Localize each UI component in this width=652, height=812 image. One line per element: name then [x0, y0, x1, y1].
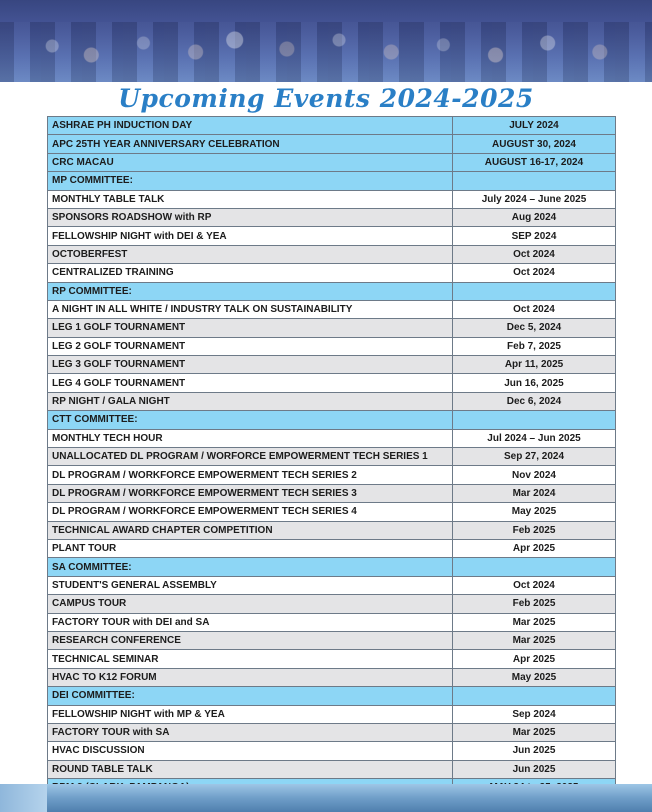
event-row [48, 539, 616, 557]
event-date [453, 558, 616, 576]
event-date: Nov 2024 [453, 466, 616, 484]
event-name: TECHNICAL AWARD CHAPTER COMPETITION [48, 521, 453, 539]
event-row [48, 723, 616, 741]
event-row [48, 208, 616, 226]
event-date: Mar 2024 [453, 484, 616, 502]
event-name: RESEARCH CONFERENCE [48, 631, 453, 649]
event-date: May 2025 [453, 503, 616, 521]
event-name: CENTRALIZED TRAINING [48, 264, 453, 282]
event-row [48, 466, 616, 484]
event-name: FELLOWSHIP NIGHT with DEI & YEA [48, 227, 453, 245]
event-name: PLANT TOUR [48, 539, 453, 557]
event-row [48, 245, 616, 263]
event-date: JULY 2024 [453, 117, 616, 135]
event-date: Jun 16, 2025 [453, 374, 616, 392]
event-date: Apr 11, 2025 [453, 356, 616, 374]
committee-label: DEI COMMITTEE: [48, 687, 453, 705]
event-date [453, 172, 616, 190]
event-name: UNALLOCATED DL PROGRAM / WORFORCE EMPOWERMENT TECH SERIES 1 [48, 448, 453, 466]
event-date: July 2024 – June 2025 [453, 190, 616, 208]
event-date: Feb 7, 2025 [453, 337, 616, 355]
event-row [48, 631, 616, 649]
event-row [48, 521, 616, 539]
event-row [48, 668, 616, 686]
event-name: FACTORY TOUR with SA [48, 723, 453, 741]
section-header-row [48, 687, 616, 705]
event-date: Apr 2025 [453, 539, 616, 557]
event-name: MONTHLY TECH HOUR [48, 429, 453, 447]
event-date [453, 687, 616, 705]
event-name: ASHRAE PH INDUCTION DAY [48, 117, 453, 135]
event-name: HVAC DISCUSSION [48, 742, 453, 760]
event-name: SPONSORS ROADSHOW with RP [48, 208, 453, 226]
event-row [48, 300, 616, 318]
event-row [48, 319, 616, 337]
event-row [48, 135, 616, 153]
committee-label: SA COMMITTEE: [48, 558, 453, 576]
event-row [48, 429, 616, 447]
committee-label: RP COMMITTEE: [48, 282, 453, 300]
event-row [48, 264, 616, 282]
event-row [48, 374, 616, 392]
event-date [453, 411, 616, 429]
event-date: Oct 2024 [453, 264, 616, 282]
event-date: Jun 2025 [453, 760, 616, 778]
event-date: Sep 2024 [453, 705, 616, 723]
event-name: HVAC TO K12 FORUM [48, 668, 453, 686]
event-date: Mar 2025 [453, 631, 616, 649]
event-name: STUDENT'S GENERAL ASSEMBLY [48, 576, 453, 594]
footer-photo-strip [0, 784, 652, 812]
event-date: Oct 2024 [453, 245, 616, 263]
event-row [48, 705, 616, 723]
event-name: CRC MACAU [48, 153, 453, 171]
event-row [48, 613, 616, 631]
committee-label: CTT COMMITTEE: [48, 411, 453, 429]
page-title: Upcoming Events 2024-2025 [118, 84, 534, 113]
event-row [48, 760, 616, 778]
event-row [48, 576, 616, 594]
event-name: APC 25TH YEAR ANNIVERSARY CELEBRATION [48, 135, 453, 153]
event-name: MONTHLY TABLE TALK [48, 190, 453, 208]
event-name: DL PROGRAM / WORKFORCE EMPOWERMENT TECH SERIES 4 [48, 503, 453, 521]
event-name: LEG 4 GOLF TOURNAMENT [48, 374, 453, 392]
event-row [48, 595, 616, 613]
event-date: AUGUST 16-17, 2024 [453, 153, 616, 171]
event-row [48, 190, 616, 208]
section-header-row [48, 558, 616, 576]
event-name: LEG 3 GOLF TOURNAMENT [48, 356, 453, 374]
event-date: Feb 2025 [453, 595, 616, 613]
event-row [48, 742, 616, 760]
event-name: CAMPUS TOUR [48, 595, 453, 613]
event-date: AUGUST 30, 2024 [453, 135, 616, 153]
event-row [48, 117, 616, 135]
event-name: DL PROGRAM / WORKFORCE EMPOWERMENT TECH SERIES 2 [48, 466, 453, 484]
event-name: A NIGHT IN ALL WHITE / INDUSTRY TALK ON SUSTAINABILITY [48, 300, 453, 318]
event-name: LEG 2 GOLF TOURNAMENT [48, 337, 453, 355]
section-header-row [48, 282, 616, 300]
event-row [48, 153, 616, 171]
event-date: Mar 2025 [453, 613, 616, 631]
event-row [48, 448, 616, 466]
event-date: Mar 2025 [453, 723, 616, 741]
event-date: SEP 2024 [453, 227, 616, 245]
section-header-row [48, 411, 616, 429]
event-date: Feb 2025 [453, 521, 616, 539]
event-name: LEG 1 GOLF TOURNAMENT [48, 319, 453, 337]
event-name: DL PROGRAM / WORKFORCE EMPOWERMENT TECH SERIES 3 [48, 484, 453, 502]
event-date [453, 282, 616, 300]
event-name: FACTORY TOUR with DEI and SA [48, 613, 453, 631]
event-row [48, 392, 616, 410]
section-header-row [48, 172, 616, 190]
events-table [47, 116, 616, 797]
event-date: Aug 2024 [453, 208, 616, 226]
event-date: Jun 2025 [453, 742, 616, 760]
event-row [48, 337, 616, 355]
event-name: ROUND TABLE TALK [48, 760, 453, 778]
header-photo-banner [0, 0, 652, 82]
event-row [48, 356, 616, 374]
event-date: Dec 5, 2024 [453, 319, 616, 337]
event-row [48, 227, 616, 245]
event-date: Oct 2024 [453, 300, 616, 318]
event-name: RP NIGHT / GALA NIGHT [48, 392, 453, 410]
event-row [48, 503, 616, 521]
event-date: Oct 2024 [453, 576, 616, 594]
event-date: Dec 6, 2024 [453, 392, 616, 410]
event-name: OCTOBERFEST [48, 245, 453, 263]
committee-label: MP COMMITTEE: [48, 172, 453, 190]
event-row [48, 484, 616, 502]
event-row [48, 650, 616, 668]
event-name: TECHNICAL SEMINAR [48, 650, 453, 668]
event-date: Jul 2024 – Jun 2025 [453, 429, 616, 447]
event-name: FELLOWSHIP NIGHT with MP & YEA [48, 705, 453, 723]
event-date: Sep 27, 2024 [453, 448, 616, 466]
events-table-body [48, 117, 616, 797]
event-date: May 2025 [453, 668, 616, 686]
event-date: Apr 2025 [453, 650, 616, 668]
